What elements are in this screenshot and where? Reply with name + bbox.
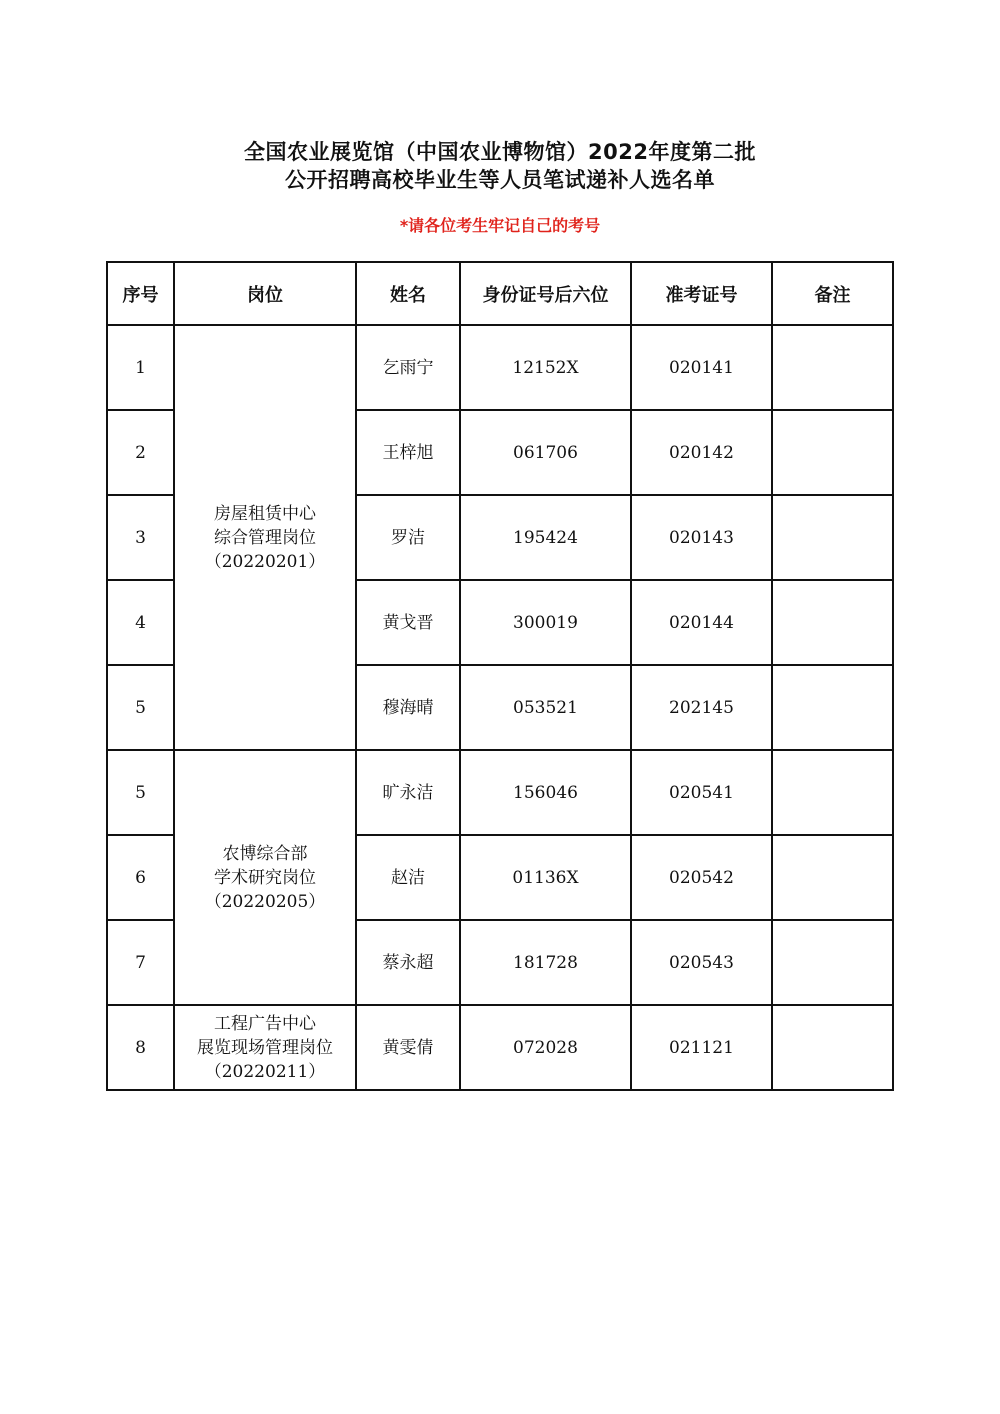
post-unit: 房屋租赁中心 (214, 503, 316, 524)
name-cell: 赵洁 (356, 835, 460, 920)
exam-number-cell: 020143 (631, 495, 772, 580)
column-header-post: 岗位 (174, 262, 356, 325)
post-code: （20220201） (204, 551, 326, 572)
remark-cell (772, 580, 893, 665)
post-cell (174, 750, 356, 1005)
remark-cell (772, 750, 893, 835)
id-last-six-cell: 061706 (460, 410, 631, 495)
post-title: 综合管理岗位 (214, 527, 316, 548)
name-cell: 罗洁 (356, 495, 460, 580)
seq-cell: 6 (107, 835, 174, 920)
column-header-exam-number: 准考证号 (631, 262, 772, 325)
post-unit: 工程广告中心 (214, 1013, 316, 1034)
name-cell: 穆海晴 (356, 665, 460, 750)
remark-cell (772, 835, 893, 920)
post-unit: 农博综合部 (222, 843, 308, 864)
remark-cell (772, 920, 893, 1005)
name-cell: 黄戈晋 (356, 580, 460, 665)
name-cell: 乞雨宁 (356, 325, 460, 410)
exam-number-cell: 202145 (631, 665, 772, 750)
id-last-six-cell: 195424 (460, 495, 631, 580)
exam-number-cell: 020142 (631, 410, 772, 495)
id-last-six-cell: 01136X (460, 835, 631, 920)
id-last-six-cell: 181728 (460, 920, 631, 1005)
column-header-name: 姓名 (356, 262, 460, 325)
name-cell: 蔡永超 (356, 920, 460, 1005)
seq-cell: 5 (107, 750, 174, 835)
table-row (107, 750, 893, 835)
exam-number-cell: 020144 (631, 580, 772, 665)
exam-number-cell: 020141 (631, 325, 772, 410)
remark-cell (772, 495, 893, 580)
remark-cell (772, 410, 893, 495)
post-code: （20220211） (204, 1061, 326, 1082)
id-last-six-cell: 072028 (460, 1005, 631, 1090)
seq-cell: 1 (107, 325, 174, 410)
remark-cell (772, 665, 893, 750)
name-cell: 旷永洁 (356, 750, 460, 835)
name-cell: 黄雯倩 (356, 1005, 460, 1090)
seq-cell: 3 (107, 495, 174, 580)
post-cell (174, 325, 356, 750)
column-header-seq: 序号 (107, 262, 174, 325)
id-last-six-cell: 300019 (460, 580, 631, 665)
name-cell: 王梓旭 (356, 410, 460, 495)
post-cell (174, 1005, 356, 1090)
seq-cell: 2 (107, 410, 174, 495)
id-last-six-cell: 053521 (460, 665, 631, 750)
exam-number-cell: 021121 (631, 1005, 772, 1090)
table-row (107, 325, 893, 410)
table-row (107, 1005, 893, 1090)
id-last-six-cell: 12152X (460, 325, 631, 410)
seq-cell: 8 (107, 1005, 174, 1090)
seq-cell: 4 (107, 580, 174, 665)
post-code: （20220205） (204, 891, 326, 912)
table-header-row (107, 262, 893, 325)
exam-number-cell: 020542 (631, 835, 772, 920)
document-title-line-1: 全国农业展览馆（中国农业博物馆）2022年度第二批 (244, 140, 756, 164)
candidate-table (106, 261, 894, 1091)
id-last-six-cell: 156046 (460, 750, 631, 835)
remark-cell (772, 325, 893, 410)
remark-cell (772, 1005, 893, 1090)
exam-number-cell: 020543 (631, 920, 772, 1005)
exam-number-notice: *请各位考生牢记自己的考号 (399, 216, 601, 235)
post-title: 学术研究岗位 (214, 867, 316, 888)
document-title-line-2: 公开招聘高校毕业生等人员笔试递补人选名单 (285, 168, 715, 192)
column-header-remark: 备注 (772, 262, 893, 325)
seq-cell: 5 (107, 665, 174, 750)
exam-number-cell: 020541 (631, 750, 772, 835)
column-header-id-last-six: 身份证号后六位 (460, 262, 631, 325)
post-title: 展览现场管理岗位 (197, 1037, 333, 1058)
seq-cell: 7 (107, 920, 174, 1005)
